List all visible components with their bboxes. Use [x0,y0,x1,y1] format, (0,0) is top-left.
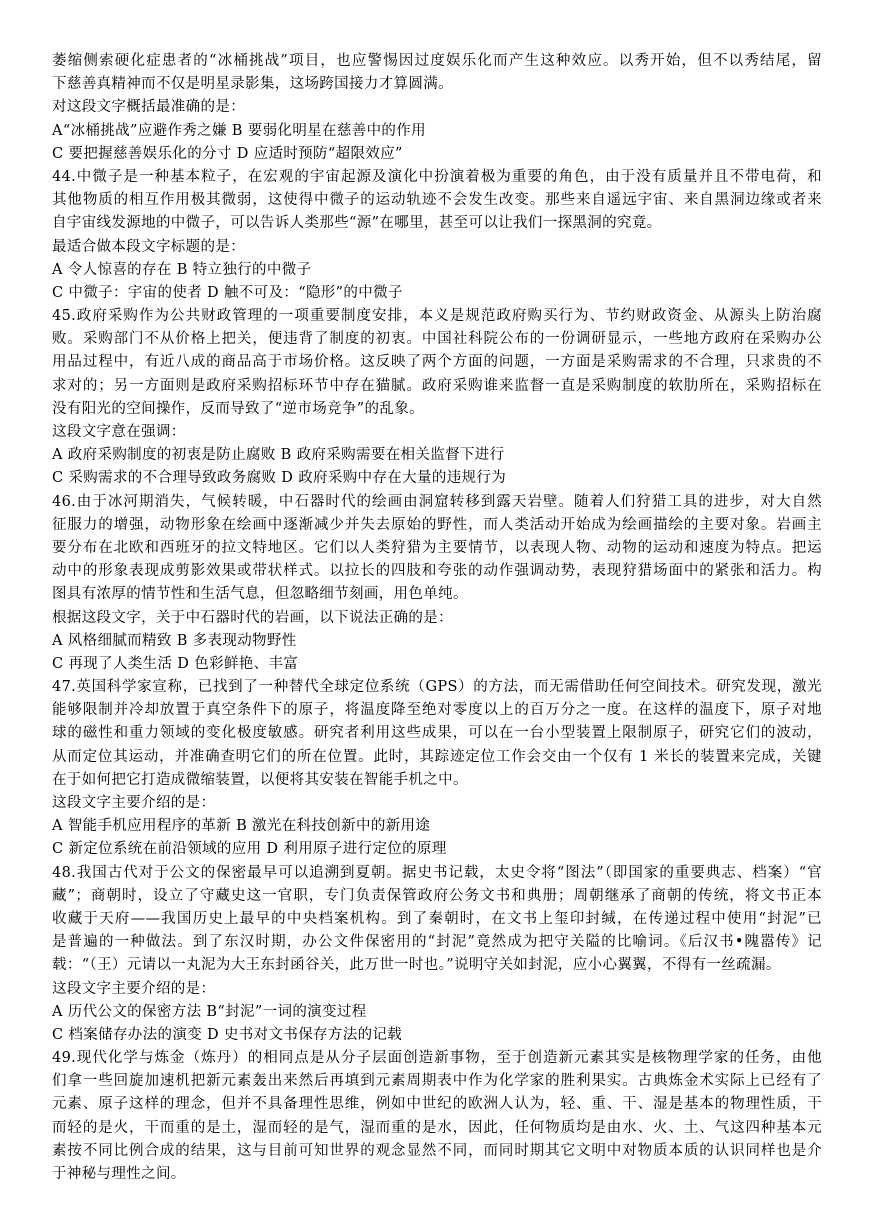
text-line: 败。采购部门不从价格上把关，便违背了制度的初衷。中国社科院公布的一份调研显示，一些地方政府在采购办公 [52,331,822,348]
text-line: 要分布在北欧和西班牙的拉文特地区。它们以人类狩猎为主要情节，以表现人物、动物的运动和速度为特点。把运 [52,539,822,556]
answer-options: A 智能手机应用程序的革新 B 激光在科技创新中的新用途 [52,818,431,835]
answer-options: C 新定位系统在前沿领域的应用 D 利用原子进行定位的原理 [52,841,447,858]
text-line: 没有阳光的空间操作，反而导致了“逆市场竞争”的乱象。 [52,400,424,417]
question-45-line: 45.政府采购作为公共财政管理的一项重要制度安排，本义是规范政府购买行为、节约财政资金、从源头上防治腐 [52,308,822,325]
text-line: 其他物质的相互作用极其微弱，这使得中微子的运动轨迹不会发生改变。那些来自遥远宇宙、来自黑洞边缘或者来 [52,192,822,209]
question-prompt: 这段文字主要介绍的是： [52,795,216,811]
text-line: 素按不同比例合成的结果，这与目前可知世界的观念显然不同，而同时期其它文明中对物质本质的认识同样也是介 [52,1142,822,1159]
text-line: 动中的形象表现成剪影效果或带状样式。以拉长的四肢和夸张的动作强调动势，表现狩猎场面中的紧张和活力。构 [52,563,822,580]
question-prompt: 这段文字意在强调： [52,424,186,440]
text-line: 萎缩侧索硬化症患者的“冰桶挑战”项目，也应警惕因过度娱乐化而产生这种效应。以秀开始，但不以秀结尾，留 [52,53,822,69]
text-line: 收藏于天府——我国历史上最早的中央档案机构。到了秦朝时，在文书上玺印封缄，在传递过程中使用“封泥”已 [52,910,822,927]
question-prompt: 根据这段文字，关于中石器时代的岩画，以下说法正确的是： [52,609,453,626]
text-line: 在于如何把它打造成微缩装置，以便将其安装在智能手机之中。 [52,771,468,788]
question-49-line: 49.现代化学与炼金（炼丹）的相同点是从分子层面创造新事物，至于创造新元素其实是核物理学家的任务，由他 [52,1050,822,1067]
text-line: 用品过程中，有近八成的商品高于市场价格。这反映了两个方面的问题，一方面是采购需求的不合理，只求贵的不 [52,354,822,371]
text-line: 球的磁性和重力领域的变化极度敏感。研究者利用这些成果，可以在一台小型装置上限制原子，研究它们的波动， [52,725,822,742]
answer-options: C 采购需求的不合理导致政务腐败 D 政府采购中存在大量的违规行为 [52,470,507,487]
answer-options: C 再现了人类生活 D 色彩鲜艳、丰富 [52,655,299,672]
question-47-line: 47.英国科学家宣称，已找到了一种替代全球定位系统（GPS）的方法，而无需借助任何空间技术。研究发现，激光 [52,679,822,696]
question-prompt: 这段文字主要介绍的是： [52,980,216,997]
question-prompt: 对这段文字概括最准确的是： [52,99,246,116]
answer-options: A 风格细腻而精致 B 多表现动物野性 [52,632,297,649]
answer-options: C 档案储存办法的演变 D 史书对文书保存方法的记载 [52,1026,403,1043]
text-line: 征服力的增强，动物形象在绘画中逐渐减少并失去原始的野性，而人类活动开始成为绘画描绘的主要对象。岩画主 [52,516,822,533]
answer-options: C 要把握慈善娱乐化的分寸 D 应适时预防“超限效应” [52,145,403,162]
answer-options: A 历代公文的保密方法 B“封泥”一词的演变过程 [52,1003,367,1020]
text-line: 于神秘与理性之间。 [52,1166,186,1182]
text-line: 图具有浓厚的情节性和生活气息，但忽略细节刻画，用色单纯。 [52,586,468,603]
text-line: 们拿一些回旋加速机把新元素轰出来然后再填到元素周期表中作为化学家的胜利果实。古典炼金术实际上已经有了 [52,1073,822,1090]
answer-options: A“冰桶挑战”应避作秀之嫌 B 要弱化明星在慈善中的作用 [52,122,426,139]
text-line: 载：“（王）元请以一丸泥为大王东封函谷关，此万世一时也。”说明守关如封泥，应小心翼翼，不得有一丝疏漏。 [52,957,781,974]
text-line: 而轻的是火，干而重的是土，湿而轻的是气，湿而重的是水，因此，任何物质均是由水、火、土、气这四种基本元 [52,1119,822,1136]
question-prompt: 最适合做本段文字标题的是： [52,238,246,255]
answer-options: C 中微子：宇宙的使者 D 触不可及：“隐形”的中微子 [52,284,403,301]
text-line: 元素、原子这样的理念，但并不具备理性思维，例如中世纪的欧洲人认为，轻、重、干、湿是基本的物理性质，干 [52,1096,822,1113]
question-46-line: 46.由于冰河期消失，气候转暖，中石器时代的绘画由洞窟转移到露天岩壁。随着人们狩猎工具的进步，对大自然 [52,493,822,510]
question-44-line: 44.中微子是一种基本粒子，在宏观的宇宙起源及演化中扮演着极为重要的角色，由于没有质量并且不带电荷，和 [52,168,822,185]
text-line: 从而定位其运动，并准确查明它们的所在位置。此时，其踪迹定位工作会交由一个仅有 1 米长的装置来完成，关键 [52,748,822,765]
text-line: 自宇宙线发源地的中微子，可以告诉人类那些“源”在哪里，甚至可以让我们一探黑洞的究竟。 [52,215,662,232]
answer-options: A 政府采购制度的初衷是防止腐败 B 政府采购需要在相关监督下进行 [52,447,505,464]
question-48-line: 48.我国古代对于公文的保密最早可以追溯到夏朝。据史书记载，太史令将“图法”（即国家的重要典志、档案）“官 [52,864,822,881]
text-line: 下慈善真精神而不仅是明星录影集，这场跨国接力才算圆满。 [52,76,453,93]
text-line: 能够限制并冷却放置于真空条件下的原子，将温度降至绝对零度以上的百万分之一度。在这样的温度下，原子对地 [52,702,822,719]
text-line: 求对的；另一方面则是政府采购招标环节中存在猫腻。政府采购谁来监督一直是采购制度的软肋所在，采购招标在 [52,377,822,394]
text-line: 藏”；商朝时，设立了守藏史这一官职，专门负责保管政府公务文书和典册；周朝继承了商朝的传统，将文书正本 [52,887,822,904]
document-page [52,50,822,1186]
answer-options: A 令人惊喜的存在 B 特立独行的中微子 [52,261,312,278]
text-line: 是普遍的一种做法。到了东汉时期，办公文件保密用的“封泥”竟然成为把守关隘的比喻词。《后汉书•隗嚣传》记 [52,934,822,951]
